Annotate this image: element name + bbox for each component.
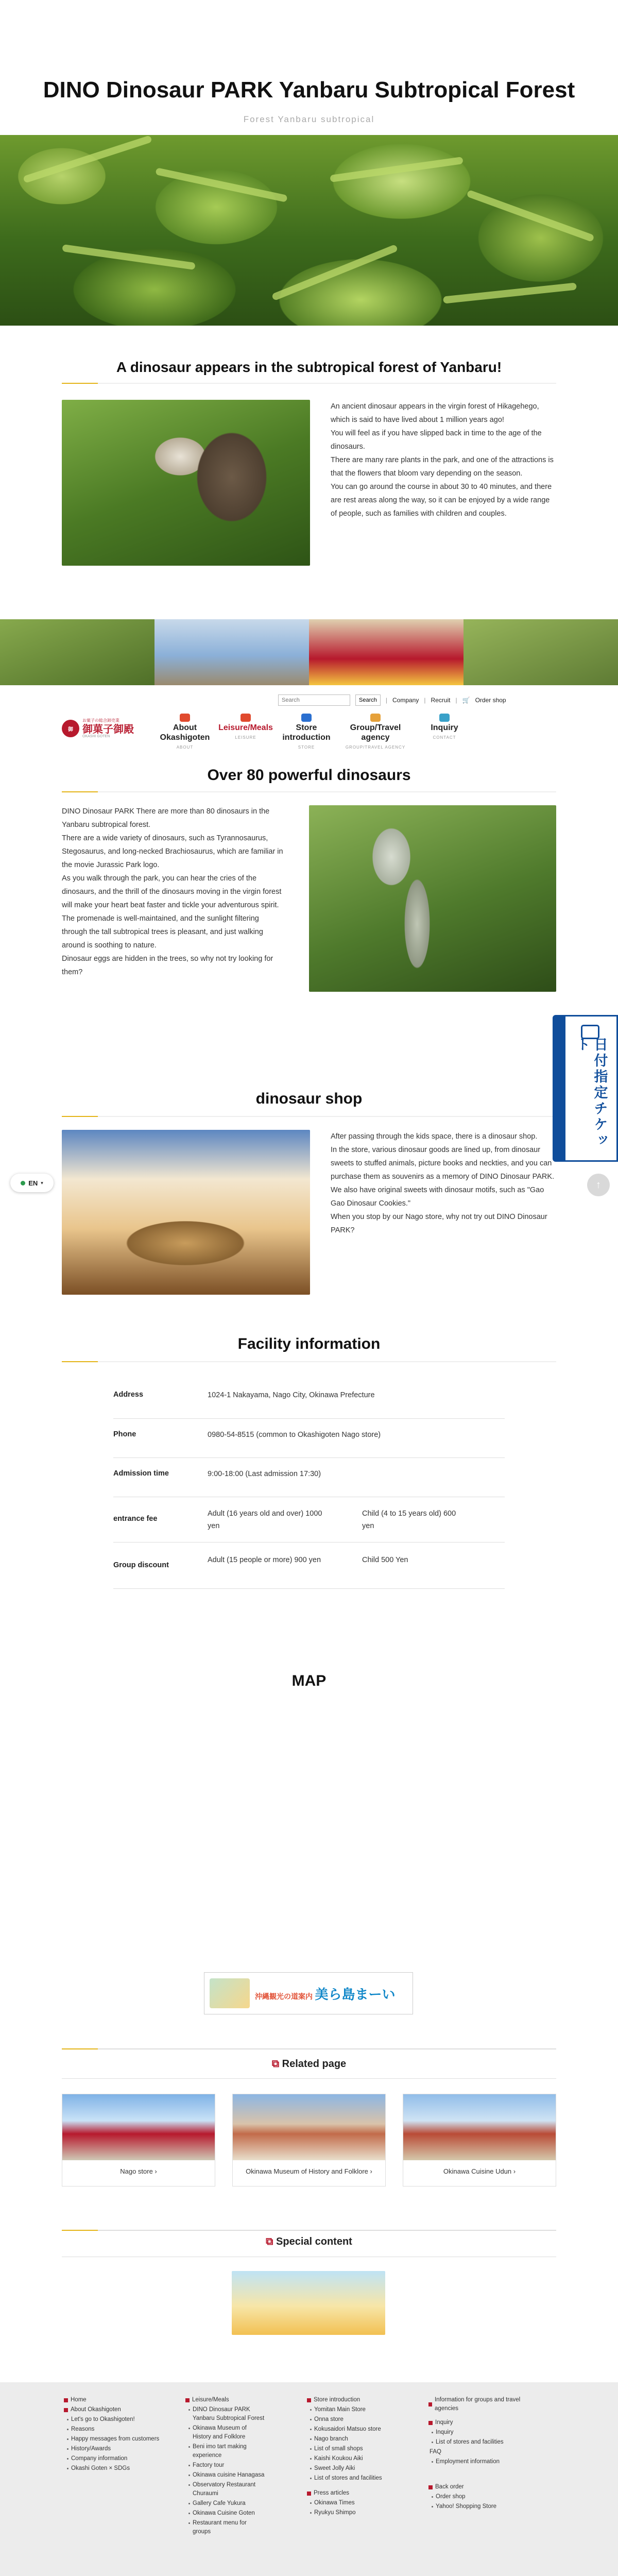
footer-about-link[interactable]: About Okashigoten <box>64 2405 172 2414</box>
dinos-text-2: There are a wide variety of dinosaurs, such as Tyrannosaurus, Stegosaurus, and long-necked Brachiosaurus, which are familiar in the movie Jurassic Park logo. <box>62 834 283 869</box>
brachiosaurus-image <box>309 805 556 992</box>
footer-col-info <box>428 2396 531 2512</box>
nav-leisure[interactable] <box>215 714 276 752</box>
order-shop-link[interactable]: Order shop <box>475 697 506 704</box>
museum-image <box>233 2094 385 2160</box>
utility-bar <box>278 694 506 706</box>
back-to-top-button[interactable] <box>587 1174 610 1196</box>
dinos-divider <box>62 791 556 792</box>
footer-back-order-link[interactable]: Back order <box>428 2483 531 2492</box>
shop-text <box>331 1130 556 1237</box>
footer-link[interactable]: Kaishi Koukou Aiki <box>307 2454 405 2463</box>
intro-divider <box>62 383 556 384</box>
fee-label: entrance fee <box>113 1515 158 1523</box>
footer-press-link[interactable]: Press articles <box>307 2489 405 2498</box>
language-label: EN <box>28 1179 38 1187</box>
company-link[interactable]: Company <box>392 697 419 704</box>
shop-divider <box>62 1116 556 1117</box>
related-card-udun[interactable] <box>403 2094 556 2187</box>
nav-en: STORE <box>298 745 315 750</box>
special-heading-text: Special content <box>276 2236 352 2247</box>
globe-icon <box>21 1181 25 1185</box>
footer-link[interactable]: Okinawa Cuisine Goten <box>185 2509 265 2518</box>
ticket-calendar-icon <box>581 1025 599 1039</box>
intro-text-3: There are many rare plants in the park, and one of the attractions is that the flowers that bloom vary depending on the season. <box>331 456 554 478</box>
facility-heading: Facility information <box>237 1335 381 1352</box>
footer-home-link[interactable]: Home <box>64 2396 172 2404</box>
fee-child: Child (4 to 15 years old) 600 yen <box>362 1510 456 1530</box>
related-card-label: Nago store › <box>120 2167 157 2175</box>
udun-image <box>403 2094 556 2160</box>
site-logo[interactable] <box>62 716 134 741</box>
footer-inquiry-link[interactable]: Inquiry <box>428 2418 531 2427</box>
special-top-border <box>62 2230 556 2231</box>
banner-line2: 美ら島まーい <box>315 1987 396 2003</box>
phone-label: Phone <box>113 1430 136 1438</box>
chevron-down-icon: ▾ <box>41 1180 43 1185</box>
intro-text-1: An ancient dinosaur appears in the virgin forest of Hikagehego, which is said to have lived about 1 million years ago! <box>331 402 539 424</box>
page-title: DINO Dinosaur PARK Yanbaru Subtropical Forest <box>43 77 575 103</box>
related-card-nago[interactable] <box>62 2094 215 2187</box>
arrow-up-icon: ↑ <box>596 1179 601 1191</box>
facility-row-address <box>113 1380 505 1419</box>
date-ticket-tab[interactable] <box>553 1015 618 1162</box>
nav-group[interactable] <box>337 714 414 752</box>
footer-link[interactable]: Okinawa Museum of History and Folklore <box>185 2424 265 2442</box>
footer-link[interactable]: List of small shops <box>307 2445 405 2453</box>
facility-row-fee <box>113 1497 505 1543</box>
footer-link[interactable]: Inquiry <box>428 2428 531 2437</box>
footer-link[interactable]: List of stores and facilities <box>428 2438 531 2447</box>
photo-strip <box>0 619 618 685</box>
facility-row-time <box>113 1458 505 1497</box>
logo-small-text: お菓子の総合卸売業 <box>82 718 119 723</box>
shop-text-3: We also have original sweets with dinosaur motifs, such as "Gao Gao Dinosaur Cookies." <box>331 1186 544 1208</box>
nav-en: GROUP/TRAVEL AGENCY <box>345 745 406 750</box>
time-value: 9:00-18:00 (Last admission 17:30) <box>208 1470 321 1478</box>
churashima-banner[interactable] <box>204 1972 413 2014</box>
nav-label: Inquiry <box>431 723 458 732</box>
dinos-text-5: Dinosaur eggs are hidden in the trees, so why not try looking for them? <box>62 955 273 976</box>
nav-en: CONTACT <box>433 735 456 740</box>
banner-image <box>210 1978 250 2008</box>
footer-link[interactable]: Gallery Cafe Yukura <box>185 2499 265 2508</box>
footer-link[interactable]: Employment information <box>428 2458 531 2466</box>
intro-text-4: You can go around the course in about 30 to 40 minutes, and there are rest areas along the way, so it can be enjoyed by a wide range of people, such as families with children and couples. <box>331 483 552 518</box>
footer-groups-link[interactable]: Information for groups and travel agencies <box>428 2396 531 2413</box>
leisure-icon <box>241 714 251 722</box>
fee-adult: Adult (16 years old and over) 1000 yen <box>208 1510 322 1530</box>
related-card-label: Okinawa Cuisine Udun › <box>443 2167 516 2175</box>
group-adult: Adult (15 people or more) 900 yen <box>208 1556 321 1564</box>
dinos-text-3: As you walk through the park, you can hear the cries of the dinosaurs, and the thrill of the dinosaurs moving in the virgin forest will make your heart beat faster and tickle your adventurous spirit. <box>62 874 282 909</box>
footer-link[interactable]: History/Awards <box>64 2445 172 2453</box>
footer-link[interactable]: Onna store <box>307 2415 405 2424</box>
footer-link[interactable]: Reasons <box>64 2425 172 2434</box>
related-divider <box>62 2078 556 2079</box>
recruit-link[interactable]: Recruit <box>431 697 451 704</box>
shop-text-2: In the store, various dinosaur goods are lined up, from dinosaur sweets to stuffed animals, picture books and neckties, and you can purchase them as souvenirs as a memory of DINO Dinosaur PARK. <box>331 1146 555 1181</box>
footer-leisure-link[interactable]: Leisure/Meals <box>185 2396 265 2404</box>
dinos-text <box>62 805 285 979</box>
related-top-border <box>62 2048 556 2049</box>
intro-heading: A dinosaur appears in the subtropical forest of Yanbaru! <box>116 359 502 375</box>
cart-icon: 🛒 <box>462 697 470 704</box>
footer-link[interactable]: Happy messages from customers <box>64 2435 172 2444</box>
nav-inquiry[interactable] <box>414 714 475 752</box>
related-heading <box>62 2058 556 2070</box>
dinos-heading: Over 80 powerful dinosaurs <box>207 767 411 784</box>
tyrannosaurus-image <box>62 400 310 566</box>
map-embed[interactable] <box>62 1700 556 1947</box>
nav-label: Store introduction <box>282 723 331 742</box>
footer-col-about <box>64 2396 172 2474</box>
nav-en: LEISURE <box>235 735 256 740</box>
group-child: Child 500 Yen <box>362 1556 408 1564</box>
time-label: Admission time <box>113 1469 169 1478</box>
separator: | <box>385 697 387 704</box>
footer-link[interactable]: Observatory Restaurant Churaumi <box>185 2481 265 2498</box>
facility-row-group <box>113 1543 505 1589</box>
footer-link[interactable]: Order shop <box>428 2493 531 2501</box>
store-icon <box>301 714 312 722</box>
footer-store-link[interactable]: Store introduction <box>307 2396 405 2404</box>
footer-link[interactable]: Sweet Jolly Aiki <box>307 2464 405 2473</box>
footer-link[interactable]: Kokusaidori Matsuo store <box>307 2425 405 2434</box>
separator: | <box>424 697 426 704</box>
footer <box>0 2382 618 2576</box>
facility-row-phone <box>113 1419 505 1458</box>
nav-store[interactable] <box>276 714 337 752</box>
nav-label: Group/Travel agency <box>350 723 401 742</box>
footer-link[interactable]: Company information <box>64 2454 172 2463</box>
search-input[interactable] <box>278 694 350 706</box>
footer-link[interactable]: Beni imo tart making experience <box>185 2443 265 2460</box>
hero-image-forest <box>0 135 618 326</box>
shop-text-4: When you stop by our Nago store, why not try out DINO Dinosaur PARK? <box>331 1213 547 1234</box>
page-subtitle: Forest Yanbaru subtropical <box>243 114 375 124</box>
intro-text-2: You will feel as if you have slipped back in time to the age of the dinosaurs. <box>331 429 542 451</box>
shop-text-1: After passing through the kids space, there is a dinosaur shop. <box>331 1132 538 1141</box>
dinos-text-4: The promenade is well-maintained, and the sunlight filtering through the tall subtropical trees is pleasant, and just walking around is soothing to nature. <box>62 914 263 950</box>
footer-link[interactable]: List of stores and facilities <box>307 2474 405 2483</box>
inquiry-icon <box>439 714 450 722</box>
group-icon <box>370 714 381 722</box>
nav-label: Leisure/Meals <box>218 723 273 732</box>
logo-main-text: 御菓子御殿 <box>82 722 134 735</box>
footer-link[interactable]: Restaurant menu for groups <box>185 2519 265 2536</box>
special-content-banner[interactable] <box>232 2271 385 2335</box>
footer-link[interactable]: Nago branch <box>307 2435 405 2444</box>
related-card-label: Okinawa Museum of History and Folklore › <box>246 2167 372 2175</box>
nav-en: ABOUT <box>176 745 194 750</box>
separator: | <box>455 697 457 704</box>
footer-faq-link[interactable]: FAQ <box>430 2449 442 2455</box>
footer-link[interactable]: Okashi Goten × SDGs <box>64 2464 172 2473</box>
link-icon: ⧉ <box>271 2058 282 2070</box>
footer-link[interactable]: Factory tour <box>185 2461 265 2470</box>
address-label: Address <box>113 1391 144 1399</box>
footer-link[interactable]: DINO Dinosaur PARK Yanbaru Subtropical Forest <box>185 2405 265 2423</box>
main-nav <box>154 714 475 752</box>
footer-col-store <box>307 2396 405 2518</box>
logo-mark-icon: 御 <box>62 720 79 737</box>
group-label: Group discount <box>113 1561 169 1569</box>
search-button[interactable]: Search <box>355 694 381 706</box>
nav-label: About Okashigoten <box>160 723 210 742</box>
footer-link[interactable]: Let's go to Okashigoten! <box>64 2415 172 2424</box>
language-switcher[interactable] <box>10 1174 54 1192</box>
ticket-label: 日付指定チケット <box>574 1037 608 1149</box>
phone-value: 0980-54-8515 (common to Okashigoten Nago store) <box>208 1431 381 1439</box>
related-heading-text: Related page <box>282 2058 347 2070</box>
facility-divider <box>62 1361 556 1362</box>
footer-col-leisure <box>185 2396 265 2537</box>
logo-en-text: OKASHI GOTEN <box>82 734 110 738</box>
footer-link[interactable]: Okinawa cuisine Hanagasa <box>185 2471 265 2480</box>
nago-store-image <box>62 2094 215 2160</box>
special-heading <box>62 2236 556 2248</box>
footer-link[interactable]: Yahoo! Shopping Store <box>428 2502 531 2511</box>
footer-link[interactable]: Okinawa Times <box>307 2499 405 2507</box>
dinos-text-1: DINO Dinosaur PARK There are more than 80 dinosaurs in the Yanbaru subtropical forest. <box>62 807 270 829</box>
map-heading: MAP <box>291 1672 327 1689</box>
footer-link[interactable]: Ryukyu Shimpo <box>307 2509 405 2517</box>
shop-heading: dinosaur shop <box>255 1090 363 1107</box>
intro-text <box>331 400 556 520</box>
about-icon <box>180 714 190 722</box>
related-card-museum[interactable] <box>232 2094 386 2187</box>
link-icon: ⧉ <box>266 2236 277 2247</box>
address-value: 1024-1 Nakayama, Nago City, Okinawa Prefecture <box>208 1391 375 1399</box>
banner-line1: 沖縄観光の道案内 <box>255 1992 313 2001</box>
footer-link[interactable]: Yomitan Main Store <box>307 2405 405 2414</box>
nav-about[interactable] <box>154 714 215 752</box>
ticket-tab-inner <box>564 1015 618 1162</box>
dinosaur-shop-image <box>62 1130 310 1295</box>
